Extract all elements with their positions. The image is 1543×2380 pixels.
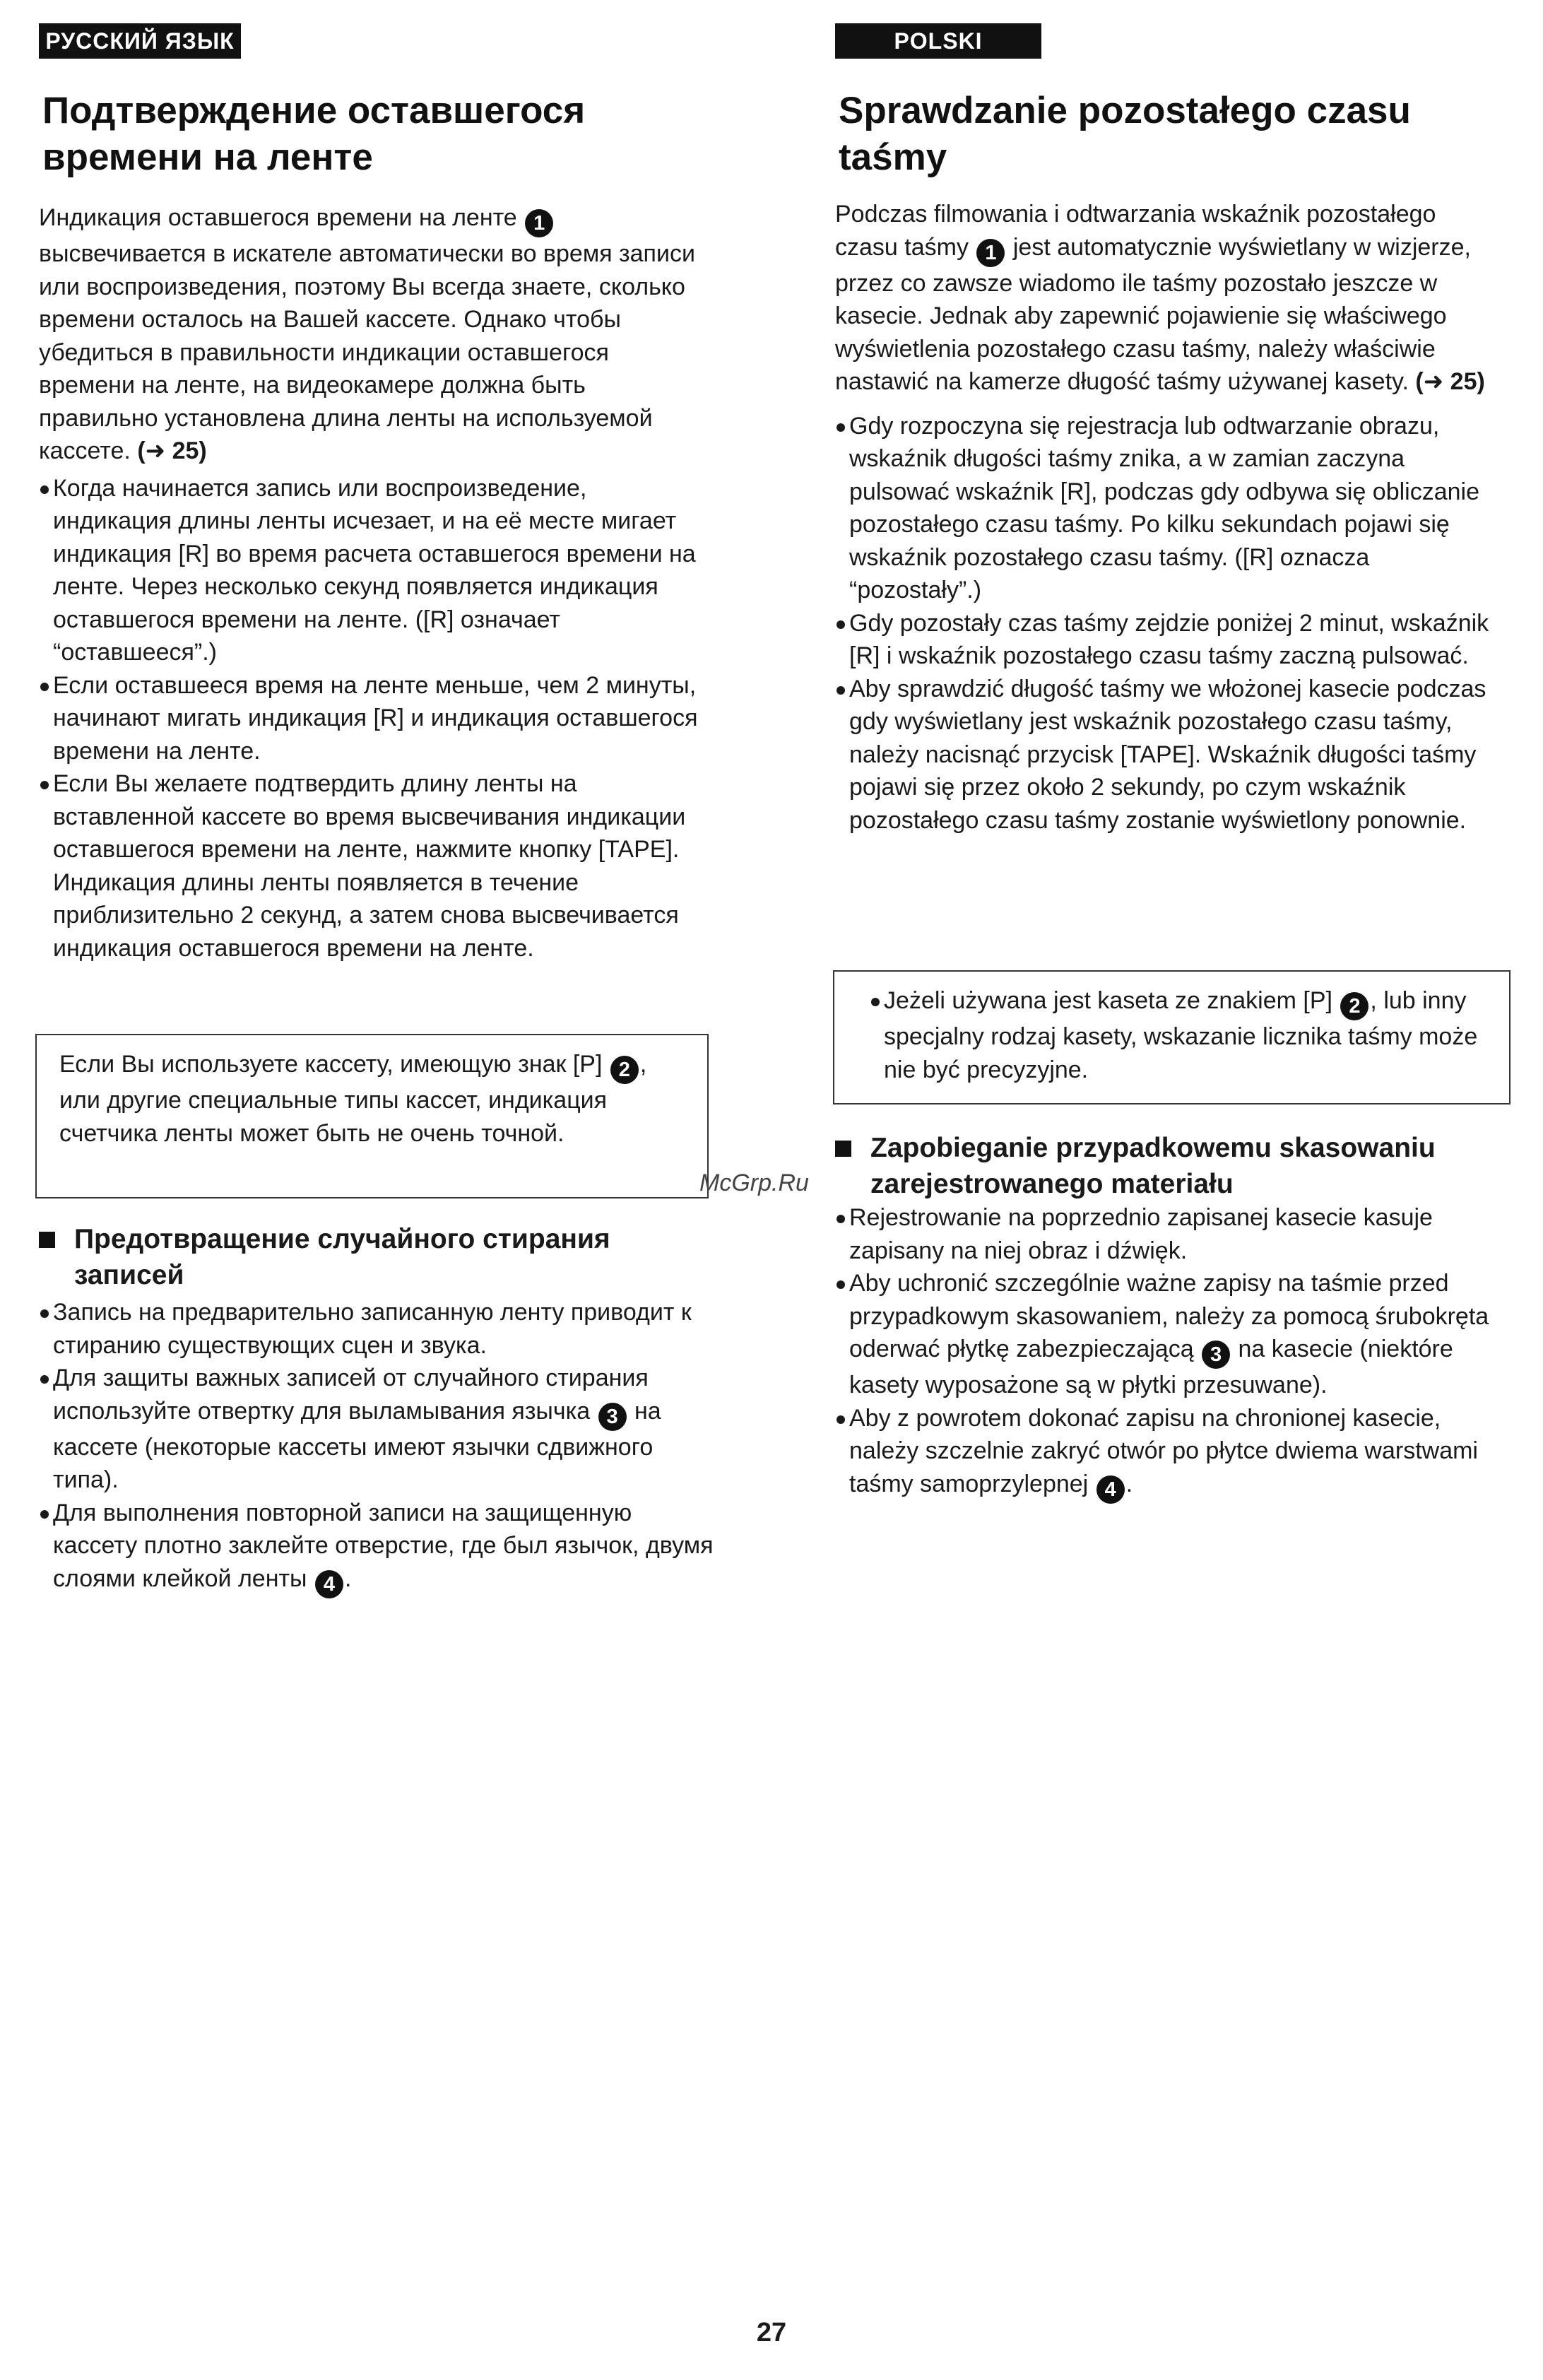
number-4-icon: 4 [315,1570,343,1598]
number-2-icon: 2 [1340,992,1368,1020]
list-item: Если Вы желаете подтвердить длину ленты на вставленной кассете во время высвечивания индикации оставшегося времени на ленте, нажмите кнопку [TAPE]. Индикация длины ленты появляется в течение приблизительно 2 секунд, а затем снова высвечивается индикация оставшегося времени на ленте. [39,767,699,965]
intro-text-cont: высвечивается в искателе автоматически во время записи или воспроизведения, поэтому Вы всегда знаете, сколько времени осталось на Вашей кассете. Однако чтобы убедиться в правильности индикации оставшегося времени на ленте, на видеокамере должна быть правильно установлена длина ленты на используемой кассете. [39,240,695,464]
note-list [870,984,1492,1086]
note-text: Jeżeli używana jest kaseta ze znakiem [P] [884,987,1332,1014]
bullet-list [835,410,1496,837]
intro-text: Индикация оставшегося времени на ленте [39,204,517,231]
list-item [39,1497,714,1598]
list-item [835,1402,1510,1504]
note-text-cont: , или другие специальные типы кассет, индикация счетчика ленты может быть не очень точной. [59,1051,647,1147]
section-heading [39,1221,717,1293]
list-item [870,984,1492,1086]
page-title: Sprawdzanie pozostałego czasu taśmy [839,90,1411,178]
list-item: Gdy pozostały czas taśmy zejdzie poniżej 2 minut, wskaźnik [R] i wskaźnik pozostałego czasu taśmy zaczną pulsować. [835,607,1496,673]
item-text: Для выполнения повторной записи на защищенную кассету плотно заклейте отверстие, где был язычок, двумя слоями клейкой ленты [53,1499,714,1592]
item-text: Aby z powrotem dokonać zapisu na chronionej kasecie, należy szczelnie zakryć otwór po płytce dwiema warstwami taśmy samoprzylepnej [849,1404,1478,1497]
list-item: Rejestrowanie na poprzednio zapisanej kasecie kasuje zapisany na niej obraz i dźwięk. [835,1201,1510,1267]
intro-block [39,201,699,965]
section-list [835,1201,1510,1504]
list-item: Если оставшееся время на ленте меньше, чем 2 минуты, начинают мигать индикация [R] и индикация оставшегося времени на ленте. [39,669,699,768]
page-title: Подтверждение оставшегося времени на ленте [42,90,586,178]
item-text-cont: на кассете (некоторые кассеты имеют язычки сдвижного типа). [53,1397,661,1493]
number-1-icon: 1 [525,209,553,237]
language-label: РУССКИЙ ЯЗЫК [39,23,241,59]
square-bullet-icon [39,1232,55,1248]
watermark: McGrp.Ru [699,1170,809,1196]
list-item: Запись на предварительно записанную ленту приводит к стиранию существующих сцен и звука. [39,1296,714,1362]
list-item: Gdy rozpoczyna się rejestracja lub odtwarzanie obrazu, wskaźnik długości taśmy znika, a w zamian zaczyna pulsować wskaźnik [R], podczas gdy odbywa się obliczanie pozostałego czasu taśmy. Po kilku sekundach pojawi się wskaźnik pozostałego czasu taśmy. ([R] oznacza “pozostały”.) [835,410,1496,607]
language-label: POLSKI [835,23,1041,59]
item-text-cont: . [1125,1470,1133,1497]
number-4-icon: 4 [1096,1475,1125,1504]
page-reference: (➜ 25) [1415,368,1485,395]
item-text: Для защиты важных записей от случайного стирания используйте отвертку для выламывания язычка [53,1365,649,1425]
intro-text-cont: jest automatycznie wyświetlany w wizjerze, przez co zawsze wiadomo ile taśmy pozostało jeszcze w kasecie. Jednak aby zapewnić pojawienie się właściwego wyświetlenia pozostałego czasu taśmy, należy właściwie nastawić na kamerze długość taśmy używanej kasety. [835,233,1471,395]
list-item [835,1267,1510,1402]
intro-block [835,198,1496,837]
number-1-icon: 1 [976,239,1005,267]
intro-paragraph [39,201,699,468]
intro-paragraph [835,198,1496,399]
number-3-icon: 3 [1202,1341,1230,1369]
number-2-icon: 2 [610,1056,639,1084]
note-text-cont: , lub inny specjalny rodzaj kasety, wskazanie licznika taśmy może nie być precyzyjne. [884,987,1478,1083]
item-text-cont: . [344,1565,352,1592]
section-title: Предотвращение случайного стирания записей [74,1224,610,1290]
page-number: 27 [756,2318,787,2347]
section-list [39,1296,714,1598]
square-bullet-icon [835,1141,851,1157]
intro-text: Podczas filmowania i odtwarzania wskaźnik pozostałego czasu taśmy [835,201,1436,261]
note-text: Если Вы используете кассету, имеющую знак [P] [59,1051,603,1078]
bullet-list [39,472,699,965]
list-item: Когда начинается запись или воспроизведение, индикация длины ленты исчезает, и на её месте мигает индикация [R] во время расчета оставшегося времени на ленте. Через несколько секунд появляется индикация оставшегося времени на ленте. ([R] означает “оставшееся”.) [39,472,699,669]
item-text-cont: na kasecie (niektóre kasety wyposażone są w płytki przesuwane). [849,1336,1453,1398]
item-text: Aby uchronić szczególnie ważne zapisy na taśmie przed przypadkowym skasowaniem, należy za pomocą śrubokręta oderwać płytkę zabezpieczającą [849,1270,1489,1362]
list-item [39,1362,714,1497]
section-heading [835,1130,1513,1202]
section-title: Zapobieganie przypadkowemu skasowaniu zarejestrowanego materiału [870,1133,1436,1199]
page-reference: (➜ 25) [137,437,207,464]
number-3-icon: 3 [598,1403,627,1431]
list-item: Aby sprawdzić długość taśmy we włożonej kasecie podczas gdy wyświetlany jest wskaźnik pozostałego czasu taśmy, należy nacisnąć przycisk [TAPE]. Wskaźnik długości taśmy pojawi się przez około 2 sekundy, po czym wskaźnik pozostałego czasu taśmy zostanie wyświetlony ponownie. [835,673,1496,837]
note-box [35,1034,709,1198]
note-box [833,970,1511,1104]
